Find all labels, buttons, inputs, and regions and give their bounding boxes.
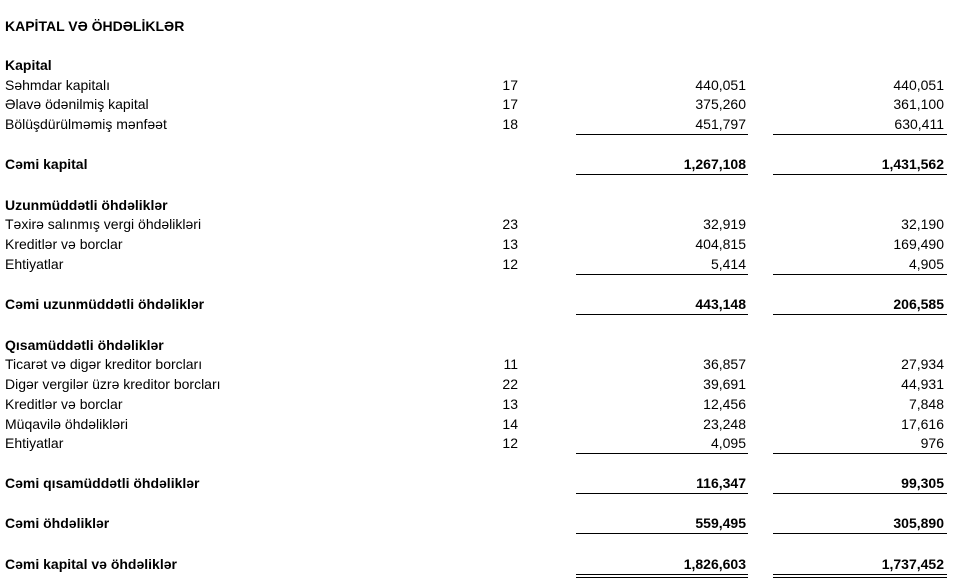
total-rule bbox=[773, 533, 947, 534]
total-row bbox=[0, 154, 961, 174]
table-row bbox=[0, 254, 961, 274]
table-row bbox=[0, 234, 961, 254]
row-note: 22 bbox=[502, 376, 518, 392]
total-rule bbox=[576, 493, 748, 494]
total-value-prior: 1,431,562 bbox=[881, 156, 944, 172]
section-heading-current bbox=[0, 335, 961, 355]
row-note: 12 bbox=[502, 435, 518, 451]
row-label: Bölüşdürülməmiş mənfəət bbox=[5, 116, 167, 132]
row-note: 12 bbox=[502, 256, 518, 272]
double-rule-upper bbox=[576, 574, 748, 575]
total-rule bbox=[773, 314, 947, 315]
row-note: 18 bbox=[502, 116, 518, 132]
table-row bbox=[0, 394, 961, 414]
row-note: 11 bbox=[503, 356, 518, 372]
total-rule bbox=[576, 174, 748, 175]
row-label: Təxirə salınmış vergi öhdəlikləri bbox=[5, 216, 202, 232]
row-note: 13 bbox=[502, 396, 518, 412]
grand-total-value-current: 1,826,603 bbox=[683, 556, 746, 572]
row-value-prior: 440,051 bbox=[893, 77, 944, 93]
section-label: Uzunmüddətli öhdəliklər bbox=[5, 197, 168, 213]
row-note: 17 bbox=[502, 77, 518, 93]
row-value-prior: 7,848 bbox=[908, 396, 944, 412]
total-row bbox=[0, 294, 961, 314]
total-label: Cəmi kapital bbox=[5, 156, 88, 172]
section-heading-equity bbox=[0, 55, 961, 75]
row-value-current: 23,248 bbox=[703, 416, 746, 432]
row-note: 13 bbox=[502, 236, 518, 252]
total-rule bbox=[773, 493, 947, 494]
total-row bbox=[0, 473, 961, 493]
row-value-prior: 44,931 bbox=[901, 376, 944, 392]
row-value-prior: 32,190 bbox=[901, 216, 944, 232]
total-value-current: 559,495 bbox=[695, 515, 746, 531]
row-value-current: 32,919 bbox=[703, 216, 746, 232]
row-label: Ticarət və digər kreditor borcları bbox=[5, 356, 203, 372]
row-value-current: 451,797 bbox=[695, 116, 746, 132]
row-value-prior: 630,411 bbox=[894, 116, 944, 132]
subtotal-rule bbox=[773, 134, 947, 135]
row-value-prior: 169,490 bbox=[893, 236, 944, 252]
total-value-prior: 99,305 bbox=[901, 475, 944, 491]
row-label: Kreditlər və borclar bbox=[5, 396, 123, 412]
row-label: Kreditlər və borclar bbox=[5, 236, 123, 252]
row-label: Müqavilə öhdəlikləri bbox=[5, 416, 128, 432]
total-label: Cəmi öhdəliklər bbox=[5, 515, 110, 531]
row-value-current: 39,691 bbox=[703, 376, 746, 392]
row-value-current: 12,456 bbox=[703, 396, 746, 412]
row-label: Ehtiyatlar bbox=[5, 435, 64, 451]
row-note: 17 bbox=[502, 96, 518, 112]
double-rule-upper bbox=[773, 574, 947, 575]
table-row bbox=[0, 214, 961, 234]
double-rule-lower bbox=[576, 577, 748, 578]
table-row bbox=[0, 433, 961, 453]
total-value-prior: 305,890 bbox=[893, 515, 944, 531]
subtotal-rule bbox=[773, 274, 947, 275]
total-value-current: 116,347 bbox=[696, 475, 746, 491]
row-label: Əlavə ödənilmiş kapital bbox=[5, 96, 149, 112]
row-label: Ehtiyatlar bbox=[5, 256, 64, 272]
page-title: KAPİTAL VƏ ÖHDƏLİKLƏR bbox=[5, 18, 185, 34]
table-row bbox=[0, 414, 961, 434]
grand-total-value-prior: 1,737,452 bbox=[881, 556, 944, 572]
total-value-current: 1,267,108 bbox=[683, 156, 746, 172]
row-note: 23 bbox=[502, 216, 518, 232]
row-value-prior: 17,616 bbox=[901, 416, 944, 432]
total-value-current: 443,148 bbox=[695, 296, 746, 312]
table-row bbox=[0, 75, 961, 95]
total-value-prior: 206,585 bbox=[893, 296, 944, 312]
row-label: Digər vergilər üzrə kreditor borcları bbox=[5, 376, 221, 392]
table-row bbox=[0, 374, 961, 394]
row-note: 14 bbox=[502, 416, 518, 432]
total-row-liabilities bbox=[0, 513, 961, 533]
row-value-current: 4,095 bbox=[710, 435, 746, 451]
row-value-prior: 27,934 bbox=[901, 356, 944, 372]
row-value-current: 375,260 bbox=[695, 96, 746, 112]
subtotal-rule bbox=[576, 274, 748, 275]
section-heading-noncurrent bbox=[0, 195, 961, 215]
total-rule bbox=[576, 314, 748, 315]
subtotal-rule bbox=[773, 453, 947, 454]
section-label: Kapital bbox=[5, 57, 52, 73]
table-row bbox=[0, 114, 961, 134]
section-label: Qısamüddətli öhdəliklər bbox=[5, 337, 164, 353]
double-rule-lower bbox=[773, 577, 947, 578]
total-label: Cəmi qısamüddətli öhdəliklər bbox=[5, 475, 200, 491]
total-label: Cəmi uzunmüddətli öhdəliklər bbox=[5, 296, 205, 312]
row-value-current: 404,815 bbox=[695, 236, 746, 252]
row-value-prior: 4,905 bbox=[908, 256, 944, 272]
row-value-prior: 361,100 bbox=[893, 96, 944, 112]
row-value-prior: 976 bbox=[920, 435, 944, 451]
table-row bbox=[0, 94, 961, 114]
grand-total-row bbox=[0, 554, 961, 574]
subtotal-rule bbox=[576, 453, 748, 454]
row-value-current: 36,857 bbox=[703, 356, 746, 372]
subtotal-rule bbox=[576, 134, 748, 135]
table-row bbox=[0, 354, 961, 374]
total-rule bbox=[576, 533, 748, 534]
row-value-current: 440,051 bbox=[695, 77, 746, 93]
grand-total-label: Cəmi kapital və öhdəliklər bbox=[5, 556, 177, 572]
row-label: Səhmdar kapitalı bbox=[5, 77, 111, 93]
row-value-current: 5,414 bbox=[710, 256, 746, 272]
total-rule bbox=[773, 174, 947, 175]
